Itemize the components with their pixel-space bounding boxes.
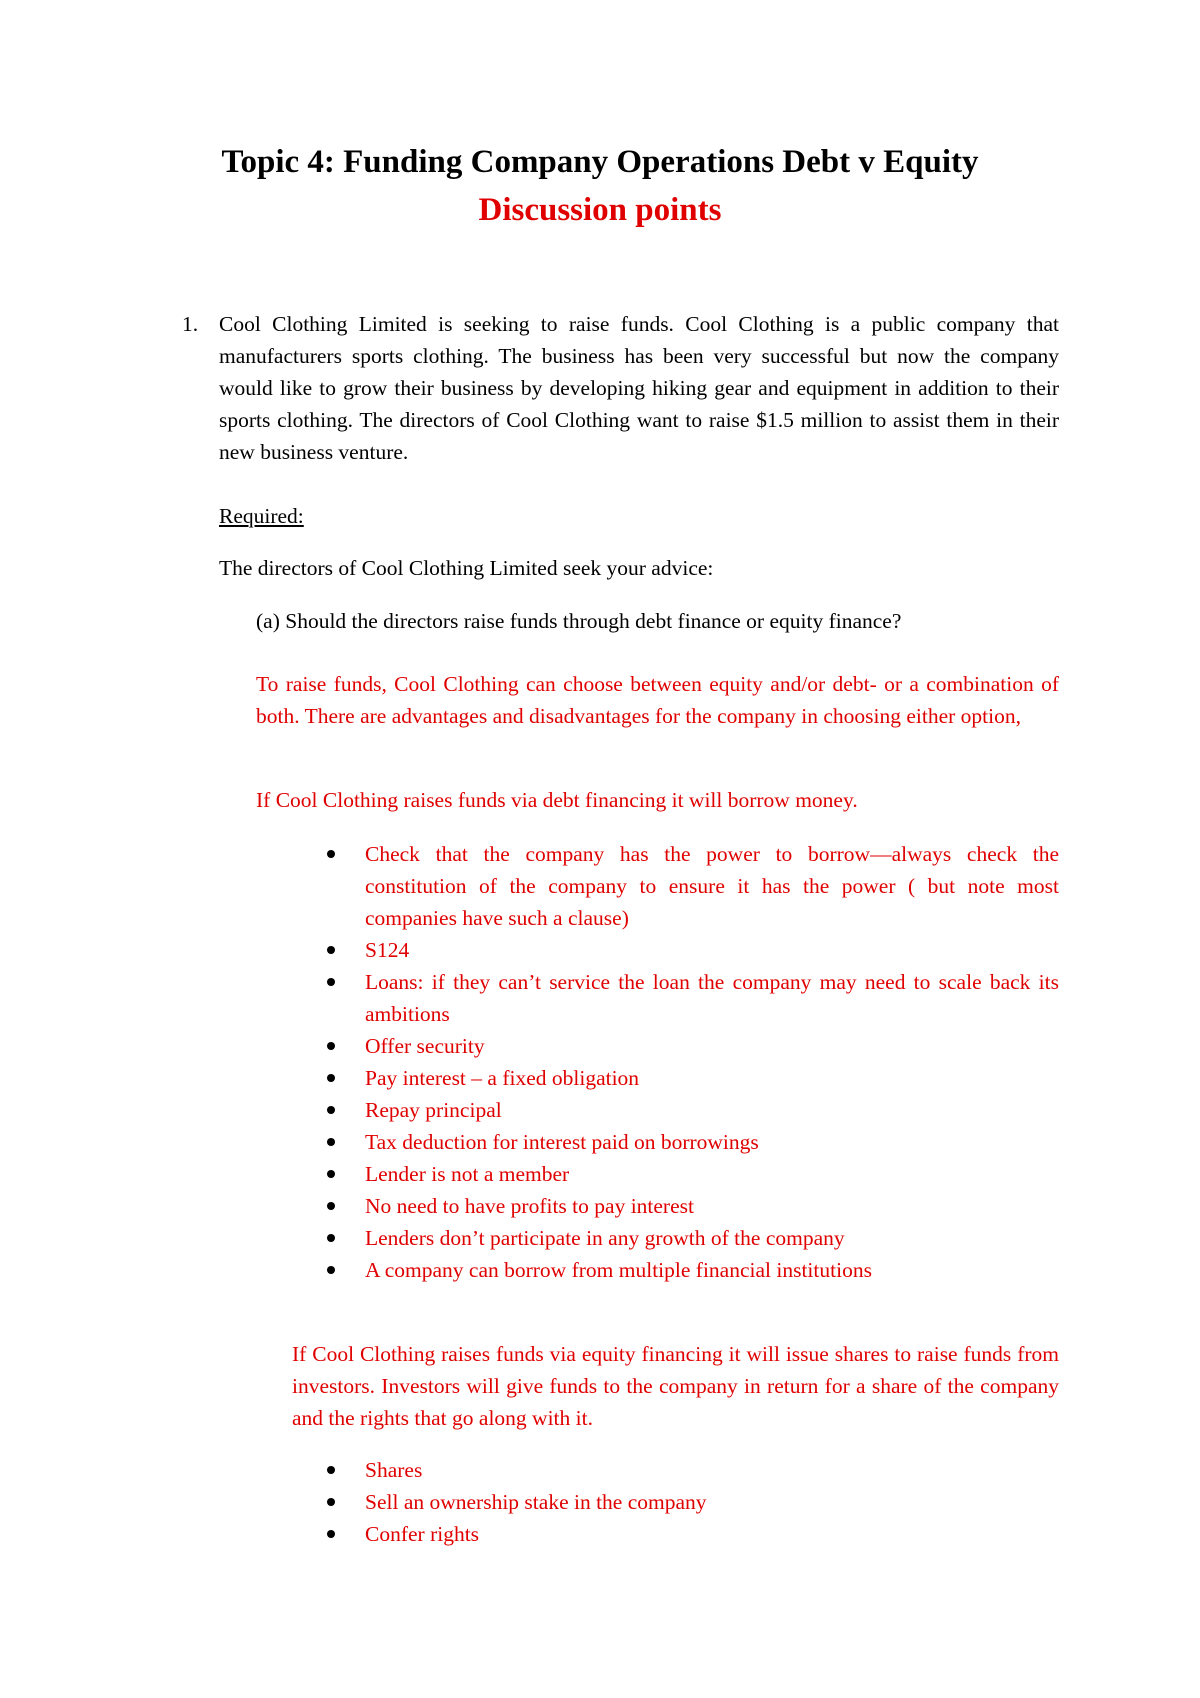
bullet-icon — [327, 1466, 335, 1474]
bullet-icon — [327, 1170, 335, 1178]
equity-lead: If Cool Clothing raises funds via equity financing it will issue shares to raise funds from investors. Investors will give funds to the company in return for a share of the company and the rights that go along with it. — [292, 1342, 1059, 1430]
bullet-icon — [327, 1042, 335, 1050]
bullet-text: Shares — [365, 1458, 423, 1482]
bullet-icon — [327, 1202, 335, 1210]
list-item — [0, 1062, 1059, 1094]
bullet-icon — [327, 978, 335, 986]
list-item — [0, 934, 1059, 966]
advice-request: The directors of Cool Clothing Limited seek your advice: — [219, 556, 714, 580]
list-item — [0, 838, 1059, 934]
list-item — [0, 1486, 1059, 1518]
bullet-icon — [327, 1138, 335, 1146]
bullet-text: Pay interest – a fixed obligation — [365, 1066, 640, 1090]
bullet-text: Lender is not a member — [365, 1162, 570, 1186]
list-item — [0, 1158, 1059, 1190]
bullet-icon — [327, 850, 335, 858]
debt-points-list — [0, 838, 1059, 1286]
bullet-text: Confer rights — [365, 1522, 480, 1546]
bullet-icon — [327, 1498, 335, 1506]
bullet-icon — [327, 1530, 335, 1538]
list-item — [0, 1254, 1059, 1286]
bullet-text: Offer security — [365, 1034, 485, 1058]
list-item — [0, 1126, 1059, 1158]
bullet-text: Loans: if they can’t service the loan the company may need to scale back its ambitions — [365, 970, 1059, 1026]
sub-question: (a) Should the directors raise funds through debt finance or equity finance? — [256, 609, 902, 633]
bullet-text: Repay principal — [365, 1098, 502, 1122]
equity-points-list — [0, 1454, 1059, 1550]
answer-intro: To raise funds, Cool Clothing can choose between equity and/or debt- or a combination of both. There are advantages and disadvantages for the company in choosing either option, — [256, 672, 1059, 728]
bullet-icon — [327, 1106, 335, 1114]
document-title: Topic 4: Funding Company Operations Debt v Equity — [221, 144, 979, 180]
bullet-text: Tax deduction for interest paid on borrowings — [365, 1130, 759, 1154]
question-number: 1. — [182, 312, 199, 336]
bullet-text: Lenders don’t participate in any growth of the company — [365, 1226, 845, 1250]
list-item — [0, 966, 1059, 1030]
bullet-text: No need to have profits to pay interest — [365, 1194, 694, 1218]
bullet-icon — [327, 1234, 335, 1242]
list-item — [0, 1454, 1059, 1486]
debt-lead: If Cool Clothing raises funds via debt financing it will borrow money. — [256, 788, 858, 812]
list-item — [0, 1222, 1059, 1254]
list-item — [0, 1094, 1059, 1126]
list-item — [0, 1190, 1059, 1222]
bullet-text: S124 — [365, 938, 410, 962]
bullet-icon — [327, 946, 335, 954]
list-item — [0, 1518, 1059, 1550]
required-label: Required: — [219, 504, 304, 528]
document-subtitle: Discussion points — [478, 192, 722, 228]
bullet-icon — [327, 1074, 335, 1082]
bullet-text: Check that the company has the power to borrow—always check the constitution of the company to ensure it has the power ( but note most companies have such a clause) — [365, 842, 1059, 930]
bullet-text: A company can borrow from multiple financial institutions — [365, 1258, 872, 1282]
question-text: Cool Clothing Limited is seeking to raise funds. Cool Clothing is a public company that manufacturers sports clothing. The business has been very successful but now the company would like to grow their business by developing hiking gear and equipment in addition to their sports clothing. The directors of Cool Clothing want to raise $1.5 million to assist them in their new business venture. — [219, 312, 1059, 464]
bullet-icon — [327, 1266, 335, 1274]
bullet-text: Sell an ownership stake in the company — [365, 1490, 707, 1514]
list-item — [0, 1030, 1059, 1062]
